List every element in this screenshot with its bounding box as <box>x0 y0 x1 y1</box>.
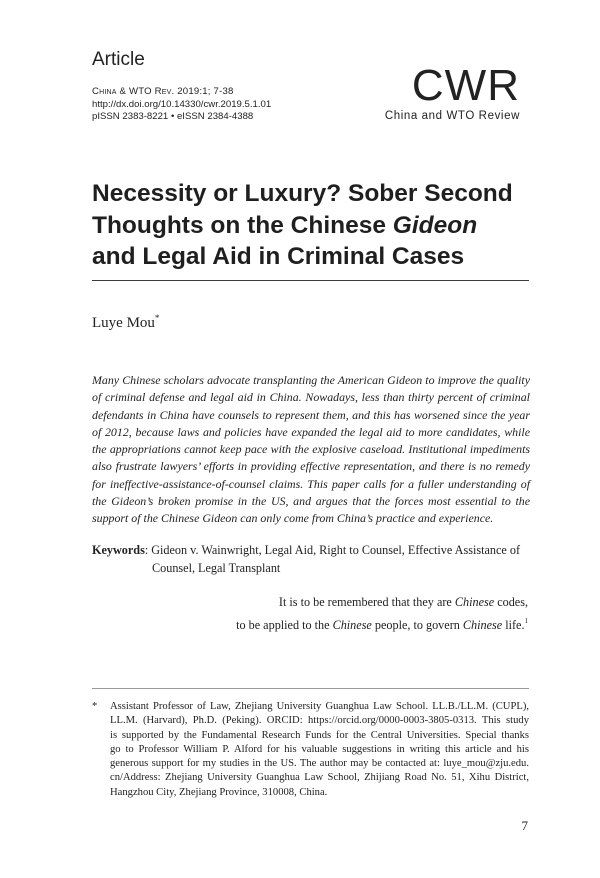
journal-name: China & WTO Rev. <box>92 86 175 97</box>
doi-link[interactable]: http://dx.doi.org/10.14330/cwr.2019.5.1.01 <box>92 98 272 110</box>
footnote-body <box>110 700 529 800</box>
keywords <box>92 541 532 577</box>
footnote-line: go to Professor William P. Alford for his valuable suggestions in writing this article and his <box>110 743 529 755</box>
footnote-line: Hangzhou City, Zhejiang Province, 310008, China. <box>110 786 328 798</box>
footnote-line: is supported by the Fundamental Research Funds for the Central Universities. Special thanks <box>110 729 529 741</box>
abstract-line: support of the Chinese Gideon can only come from China’s practice and experience. <box>92 511 494 526</box>
title-line-3: and Legal Aid in Criminal Cases <box>92 243 465 270</box>
abstract-line: of 2012, because laws and policies have expanded the legal aid to more candidates, while <box>92 424 530 439</box>
epigraph-text: It is to be remembered that they are <box>278 595 455 609</box>
epigraph-line-1 <box>236 593 528 612</box>
author-name: Luye Mou <box>92 315 155 331</box>
abstract-line: also frustrate lawyers’ efforts in providing effective representation, and there is no remedy <box>92 459 530 474</box>
title-line-2 <box>92 210 522 242</box>
epigraph-text: to be applied to the <box>236 617 333 632</box>
article-title <box>92 178 522 273</box>
author-byline <box>92 313 159 332</box>
keywords-label: Keywords <box>92 543 145 557</box>
author-footnote <box>92 700 529 800</box>
citation-block <box>92 86 271 124</box>
article-type-label: Article <box>92 49 145 70</box>
keywords-line-1: : Gideon v. Wainwright, Legal Aid, Right to Counsel, Effective Assistance of <box>144 543 521 557</box>
epigraph-line-2 <box>236 612 528 635</box>
title-line-2-text: Thoughts on the Chinese <box>92 211 393 239</box>
title-line-2-emphasis: Gideon <box>392 211 478 239</box>
epigraph-note-reference[interactable]: 1 <box>524 616 528 625</box>
journal-issue: 2019:1; 7-38 <box>174 86 234 97</box>
author-footnote-marker[interactable]: * <box>154 313 160 323</box>
footnote-line: generous support for my studies in the US. The author may be contacted at: luye_mou@zju.edu. <box>110 758 529 770</box>
logo-mark: CWR <box>411 61 520 110</box>
epigraph-emphasis: Chinese <box>332 617 372 632</box>
footnote-line: Assistant Professor of Law, Zhejiang University Guanghua Law School. LL.B./LL.M. (CUPL), <box>110 701 529 712</box>
epigraph-text: codes, <box>494 595 528 609</box>
logo-subtitle: China and WTO Review <box>384 110 520 122</box>
abstract-line: the appropriations cannot keep pace with the explosive caseload. Institutional impediments <box>92 442 530 457</box>
journal-logo <box>384 61 520 122</box>
footnote-line: LL.M. (Harvard), Ph.D. (Peking). ORCID: https://orcid.org/0000-0003-3805-0313. This study <box>110 715 529 727</box>
abstract-line: the Gideon’s broken promise in the US, and argues that the forces most essential to the <box>92 494 530 509</box>
title-divider <box>92 280 529 281</box>
abstract <box>92 372 530 528</box>
journal-citation <box>92 86 271 99</box>
abstract-line: Many Chinese scholars advocate transplanting the American Gideon to improve the quality <box>92 373 530 387</box>
footnote-line: cn/Address: Zhejiang University Guanghua Law School, Zhijiang Road No. 51, Xihu District, <box>110 772 529 784</box>
epigraph <box>236 593 528 634</box>
page-number: 7 <box>521 818 528 833</box>
footnote-marker: * <box>92 701 98 712</box>
epigraph-emphasis: Chinese <box>462 617 503 632</box>
abstract-line: of criminal defense and legal aid in China. Nowadays, less than thirty percent of criminal <box>92 390 530 405</box>
epigraph-emphasis: Chinese <box>454 595 495 609</box>
epigraph-text: life. <box>502 617 525 632</box>
issn-line: pISSN 2383-8221 • eISSN 2384-4388 <box>92 111 254 122</box>
abstract-line: defendants in China have counsels to represent them, and this has worsened since the year <box>92 407 530 422</box>
footnote-divider <box>92 688 529 689</box>
epigraph-text: people, to govern <box>371 617 463 632</box>
keywords-line-2: Counsel, Legal Transplant <box>152 561 281 575</box>
abstract-line: for ineffective-assistance-of-counsel claims. This paper calls for a fuller understanding of <box>92 476 530 491</box>
title-line-1: Necessity or Luxury? Sober Second <box>92 180 513 207</box>
